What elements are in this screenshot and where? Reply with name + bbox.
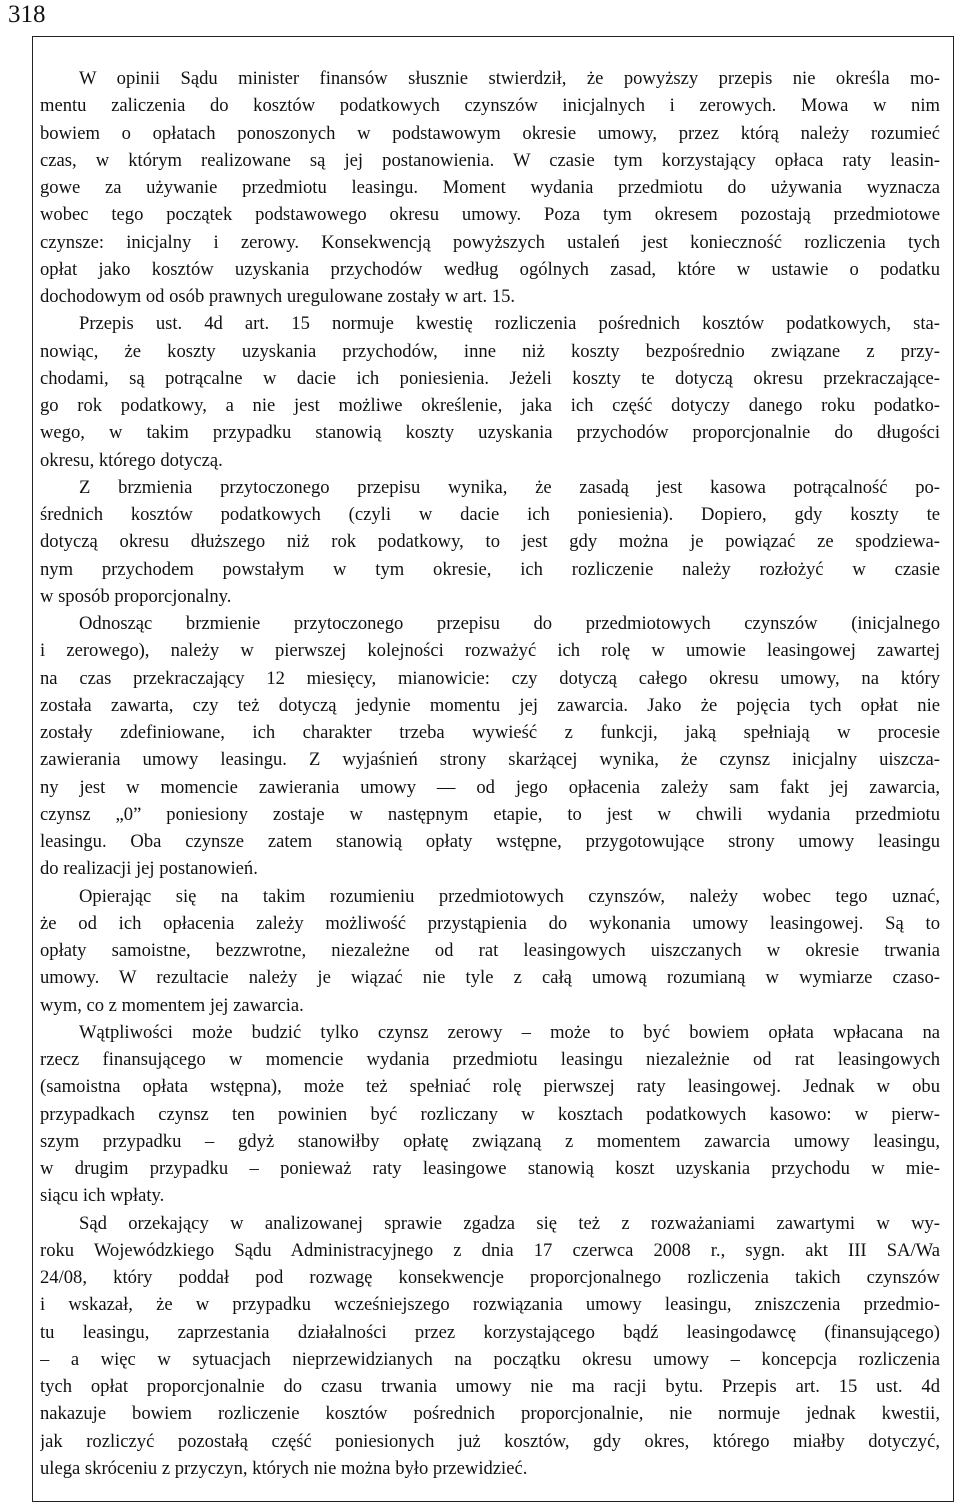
text-line: leasingu. Oba czynsze zatem stanowią opłaty wstępne, przygotowujące strony umowy leasingu — [40, 831, 940, 852]
text-line: bowiem o opłatach ponoszonych w podstawowym okresie umowy, przez którą należy rozumieć — [40, 122, 940, 144]
text-line: przypadkach czynsz ten powinien być rozliczany w kosztach podatkowych kasowo: w pierw- — [40, 1103, 940, 1125]
text-line: szym przypadku – gdyż stanowiłby opłatę związaną z momentem zawarcia umowy leasingu, — [40, 1130, 940, 1152]
text-line: została zawarta, czy też dotyczą jedynie momentu jej zawarcia. Jako że pojęcia tych opłat nie — [40, 694, 940, 716]
paragraph — [40, 610, 940, 883]
text-line: Odnosząc brzmienie przytoczonego przepisu do przedmiotowych czynszów (inicjalnego — [79, 613, 940, 634]
text-line: okresu, którego dotyczą. — [40, 449, 223, 471]
paragraph — [40, 474, 940, 610]
text-line: W opinii Sądu minister finansów słusznie stwierdził, że powyższy przepis nie określa mo- — [79, 68, 940, 89]
text-line: Z brzmienia przytoczonego przepisu wynika, że zasadą jest kasowa potrącalność po- — [79, 476, 940, 498]
text-line: nowiąc, że koszty uzyskania przychodów, inne niż koszty bezpośrednio związane z przy- — [40, 340, 940, 362]
page-number: 318 — [8, 1, 46, 28]
text-line: siącu ich wpłaty. — [40, 1185, 165, 1207]
text-line: gowe za używanie przedmiotu leasingu. Moment wydania przedmiotu do używania wyznacza — [40, 177, 940, 198]
text-line: opłat jako kosztów uzyskania przychodów według ogólnych zasad, które w ustawie o podatku — [40, 258, 940, 280]
text-line: rzecz finansującego w momencie wydania przedmiotu leasingu niezależnie od rat leasingowych — [40, 1049, 940, 1070]
paragraph — [40, 310, 940, 474]
text-line: umowy. W rezultacie należy je wiązać nie tyle z całą umową rozumianą w wymiarze czaso- — [40, 967, 940, 989]
text-line: Opierając się na takim rozumieniu przedmiotowych czynszów, należy wobec tego uznać, — [79, 885, 940, 907]
text-line: wobec tego początek podstawowego okresu umowy. Poza tym okresem pozostają przedmiotowe — [40, 204, 940, 226]
text-line: tu leasingu, zaprzestania działalności przez korzystającego bądź leasingodawcę (finansującego) — [40, 1321, 940, 1343]
text-line: średnich kosztów podatkowych (czyli w dacie ich poniesienia). Dopiero, gdy koszty te — [40, 504, 940, 525]
document-body — [40, 65, 940, 1482]
text-line: (samoistna opłata wstępna), może też spełniać rolę pierwszej raty leasingowej. Jednak w obu — [40, 1076, 940, 1098]
paragraph — [40, 883, 940, 1019]
text-line: – a więc w sytuacjach nieprzewidzianych na początku okresu umowy – koncepcja rozliczenia — [40, 1348, 940, 1370]
text-line: nym przychodem powstałym w tym okresie, ich rozliczenie należy rozłożyć w czasie — [40, 558, 940, 580]
text-line: czas, w którym realizowane są jej postanowienia. W czasie tym korzystający opłaca raty leasin- — [40, 149, 940, 171]
text-line: w sposób proporcjonalny. — [40, 585, 232, 607]
text-line: czynsze: inicjalny i zerowy. Konsekwencją powyższych ustaleń jest konieczność rozliczenia tych — [40, 231, 940, 253]
text-line: 24/08, który poddał pod rozwagę konsekwencje proporcjonalnego rozliczenia takich czynszów — [40, 1267, 940, 1288]
paragraph — [40, 1019, 940, 1210]
text-line: zawierania umowy leasingu. Z wyjaśnień strony skarżącej wynika, że czynsz inicjalny uiszcza- — [40, 749, 940, 771]
text-line: Wątpliwości może budzić tylko czynsz zerowy – może to być bowiem opłata wpłacana na — [79, 1021, 940, 1043]
text-line: Sąd orzekający w analizowanej sprawie zgadza się też z rozważaniami zawartymi w wy- — [79, 1212, 940, 1234]
text-line: go rok podatkowy, a nie jest możliwe określenie, jaka ich część dotyczy danego roku podatko- — [40, 395, 940, 416]
text-line: zostały zdefiniowane, ich charakter trzeba wywieść z funkcji, jaką spełniają w procesie — [40, 722, 940, 743]
text-line: jak rozliczyć pozostałą część poniesionych już kosztów, gdy okres, którego miałby dotyczyć, — [40, 1430, 940, 1452]
text-line: nakazuje bowiem rozliczenie kosztów pośrednich proporcjonalnie, nie normuje jednak kwestii, — [40, 1403, 940, 1425]
text-line: opłaty samoistne, bezzwrotne, niezależne od rat leasingowych uiszczanych w okresie trwania — [40, 940, 940, 961]
text-line: do realizacji jej postanowień. — [40, 858, 258, 880]
text-line: wym, co z momentem jej zawarcia. — [40, 994, 304, 1016]
paragraph — [40, 65, 940, 310]
text-line: i wskazał, że w przypadku wcześniejszego rozwiązania umowy leasingu, zniszczenia przedmio- — [40, 1294, 940, 1316]
text-line: i zerowego), należy w pierwszej kolejności rozważyć ich rolę w umowie leasingowej zawartej — [40, 640, 940, 662]
text-line: ulega skróceniu z przyczyn, których nie można było przewidzieć. — [40, 1457, 528, 1479]
text-line: czynsz „0” poniesiony zostaje w następnym etapie, to jest w chwili wydania przedmiotu — [40, 803, 940, 825]
text-line: Przepis ust. 4d art. 15 normuje kwestię rozliczenia pośrednich kosztów podatkowych, sta- — [79, 313, 940, 335]
text-line: wego, w takim przypadku stanowią koszty uzyskania przychodów proporcjonalnie do długości — [40, 422, 940, 444]
text-line: ny jest w momencie zawierania umowy — od jego opłacenia zależy sam fakt jej zawarcia, — [40, 776, 940, 798]
text-line: dotyczą okresu dłuższego niż rok podatkowy, to jest gdy można je powiązać ze spodziewa- — [40, 531, 940, 553]
text-line: roku Wojewódzkiego Sądu Administracyjnego z dnia 17 czerwca 2008 r., sygn. akt III SA/Wa — [40, 1239, 940, 1261]
paragraph — [40, 1210, 940, 1483]
text-line: tych opłat proporcjonalnie do czasu trwania umowy nie ma racji bytu. Przepis art. 15 ust. 4d — [40, 1376, 940, 1397]
text-line: mentu zaliczenia do kosztów podatkowych czynszów inicjalnych i zerowych. Mowa w nim — [40, 95, 940, 117]
text-line: w drugim przypadku – ponieważ raty leasingowe stanowią koszt uzyskania przychodu w mie- — [40, 1158, 940, 1179]
text-line: na czas przekraczający 12 miesięcy, mianowicie: czy dotyczą całego okresu umowy, na który — [40, 667, 940, 689]
text-line: chodami, są potrącalne w dacie ich poniesienia. Jeżeli koszty te dotyczą okresu przekraczające- — [40, 367, 940, 389]
text-line: że od ich opłacenia zależy możliwość przystąpienia do wykonania umowy leasingowej. Są to — [40, 912, 940, 934]
text-line: dochodowym od osób prawnych uregulowane zostały w art. 15. — [40, 286, 516, 307]
